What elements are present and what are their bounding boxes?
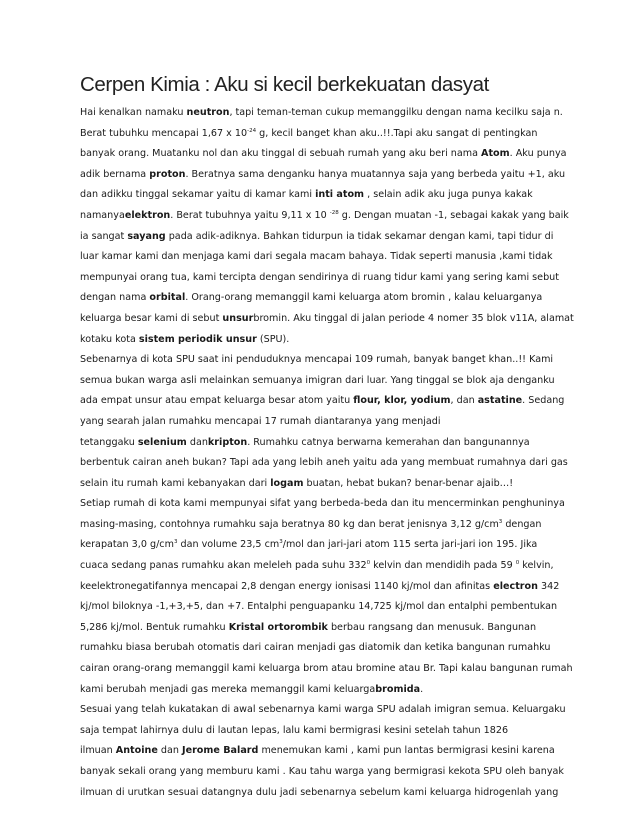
superscript: -28 [329, 209, 339, 216]
text-run: ilmuan [80, 745, 116, 757]
bold-term: electron [493, 580, 538, 592]
text-line [80, 762, 565, 783]
text-line [80, 227, 565, 248]
story-body [80, 103, 574, 803]
text-run: kelvin dan mendidih pada 59 [370, 560, 516, 572]
text-run: semua bukan warga asli melainkan semuanya imigran dari luar. Yang tinggal se blok aja denganku [80, 374, 555, 386]
text-run: Sebenarnya di kota SPU saat ini penduduknya mencapai 109 rumah, banyak banget khan..!! Kami [80, 354, 554, 366]
bold-term: orbital [149, 292, 186, 304]
bold-term: sayang [127, 230, 166, 242]
text-run: . Orang-orang memanggil kami keluarga atom bromin , kalau keluarganya [185, 292, 543, 304]
text-line [80, 185, 565, 206]
text-line [80, 535, 565, 556]
text-run: keelektronegatifannya mencapai 2,8 dengan energy ionisasi 1140 kj/mol dan afinitas [80, 580, 494, 592]
text-line [80, 288, 565, 309]
text-run: . Beratnya sama denganku hanya muatannya saja yang berbeda yaitu +1, aku [185, 168, 566, 180]
text-run: g. Dengan muatan -1, sebagai kakak yang baik [338, 209, 569, 221]
text-line [80, 391, 565, 412]
bold-term: bromida [375, 683, 421, 695]
text-run: cuaca sedang panas rumahku akan meleleh pada suhu 332 [80, 560, 367, 572]
text-run: namanya [80, 209, 125, 221]
text-run: dan [157, 745, 182, 757]
text-run: , tapi teman-teman cukup memanggilku dengan nama kecilku saja n. [229, 107, 563, 118]
text-run: dengan [502, 518, 542, 530]
text-run: ada empat unsur atau empat keluarga besar atom yaitu [80, 395, 354, 407]
text-line [80, 247, 565, 268]
text-line [80, 597, 565, 618]
text-run: , selain adik aku juga punya kakak [364, 189, 533, 201]
text-run: , dan [450, 395, 478, 407]
text-run: rumahku biasa berubah otomatis dari cairan menjadi gas diatomik dan ketika bangunan rumahku [80, 642, 551, 654]
text-run: berbau rangsang dan menusuk. Bangunan [327, 621, 537, 633]
text-run: kami berubah menjadi gas mereka memanggil kami keluarga [80, 683, 376, 695]
text-run: kerapatan 3,0 g/cm [80, 539, 174, 551]
bold-term: inti atom [315, 189, 365, 201]
text-run: dan volume 23,5 cm [177, 539, 280, 551]
bold-term: flour, klor, yodium [353, 395, 451, 407]
text-run: cairan orang-orang memanggil kami keluarga brom atau bromine atau Br. Tapi kalau bangunan rumah [80, 663, 573, 675]
text-run: keluarga besar kami di sebut [80, 312, 223, 324]
text-line [80, 741, 565, 762]
text-line [80, 577, 565, 598]
text-run: Setiap rumah di kota kami mempunyai sifat yang berbeda-beda dan itu mencerminkan penghuninya [80, 498, 565, 510]
text-line [80, 330, 565, 351]
text-line [80, 165, 565, 186]
bold-term: kripton [207, 436, 248, 448]
text-line [80, 350, 565, 371]
text-line [80, 700, 565, 721]
superscript: -24 [247, 127, 257, 134]
bold-term: astatine [477, 395, 523, 407]
text-run: . Berat tubuhnya yaitu 9,11 x 10 [170, 209, 330, 221]
text-run: . Rumahku catnya berwarna kemerahan dan bangunannya [247, 436, 530, 448]
text-line [80, 268, 565, 289]
text-line [80, 412, 565, 433]
text-line [80, 453, 568, 474]
bold-term: proton [149, 168, 186, 180]
text-run: ia sangat [80, 230, 128, 242]
text-run: /mol dan jari-jari atom 115 serta jari-jari ion 195. Jika [282, 539, 538, 551]
bold-term: Jerome Balard [182, 745, 259, 757]
text-run: mempunyai orang tua, kami tercipta dengan sendirinya di ruang tidur kami yang sering kami sebut [80, 271, 560, 283]
text-run: banyak orang. Muatanku nol dan aku tinggal di sebuah rumah yang aku beri nama [80, 148, 482, 160]
text-run: dengan nama [80, 292, 150, 304]
text-run: masing-masing, contohnya rumahku saja beratnya 80 kg dan berat jenisnya 3,12 g/cm [80, 518, 499, 530]
text-line [80, 721, 565, 742]
text-run: menemukan kami , kami pun lantas bermigrasi kesini karena [258, 745, 555, 757]
text-line [80, 659, 573, 680]
text-line [80, 144, 565, 165]
bold-term: elektron [124, 209, 171, 221]
text-run: . Sedang [522, 395, 565, 407]
text-run: luar kamar kami dan menjaga kami dari segala macam bahaya. Tidak seperti manusia ,kami tidak [80, 251, 553, 263]
superscript: 3 [173, 539, 178, 546]
text-line [80, 124, 565, 145]
text-line [80, 515, 565, 536]
text-run: buatan, hebat bukan? benar-benar ajaib…! [303, 477, 514, 489]
superscript: 3 [498, 518, 503, 525]
superscript: 0 [515, 560, 520, 567]
text-run: dan [186, 436, 208, 448]
text-line [80, 371, 565, 392]
text-run: kelvin, [519, 560, 554, 572]
text-line [80, 206, 569, 227]
text-line [80, 638, 565, 659]
bold-term: Kristal ortorombik [228, 621, 328, 633]
text-run: Berat tubuhku mencapai 1,67 x 10 [80, 127, 248, 139]
text-run: pada adik-adiknya. Bahkan tidurpun ia tidak sekamar dengan kami, tapi tidur di [165, 230, 554, 242]
text-run: (SPU). [256, 333, 290, 345]
text-run: berbentuk cairan aneh bukan? Tapi ada yang lebih aneh yaitu ada yang membuat rumahnya dari gas [80, 457, 568, 469]
text-line [80, 474, 565, 495]
bold-term: Antoine [115, 745, 158, 757]
text-run: adik bernama [80, 168, 150, 180]
text-run: ilmuan di urutkan sesuai datangnya dulu jadi sebenarnya sebelum kami keluarga hidrogenlah yang [80, 786, 559, 798]
text-line [80, 680, 565, 701]
text-run: 5,286 kj/mol. Bentuk rumahku [80, 621, 229, 633]
text-run: Sesuai yang telah kukatakan di awal sebenarnya kami warga SPU adalah imigran semua. Keluargaku [80, 704, 566, 716]
text-run: banyak sekali orang yang memburu kami . Kau tahu warga yang bermigrasi kekota SPU oleh banyak [80, 766, 564, 777]
text-line [80, 556, 565, 577]
text-run: yang searah jalan rumahku mencapai 17 rumah diantaranya yang menjadi [80, 415, 441, 427]
text-line [80, 783, 565, 804]
bold-term: selenium [137, 436, 187, 448]
text-run: 342 [537, 580, 560, 592]
text-line [80, 618, 565, 639]
text-line [80, 494, 565, 515]
text-run: g, kecil banget khan aku..!!.Tapi aku sangat di pentingkan [256, 127, 538, 139]
text-run: tetanggaku [80, 436, 138, 448]
text-run: . [420, 683, 424, 695]
text-run: bromin. Aku tinggal di jalan periode 4 nomer 35 blok v11A, alamat [253, 312, 574, 324]
text-run: dan adikku tinggal sekamar yaitu di kamar kami [80, 189, 316, 201]
bold-term: unsur [222, 312, 254, 324]
superscript: 3 [279, 539, 283, 546]
bold-term: sistem periodik unsur [138, 333, 257, 345]
bold-term: neutron [186, 107, 230, 118]
text-run: kj/mol biloknya -1,+3,+5, dan +7. Entalphi penguapanku 14,725 kj/mol dan entalphi pembentukan [80, 601, 558, 613]
text-run: selain itu rumah kami kebanyakan dari [80, 477, 271, 489]
text-run: saja tempat lahirnya dulu di lautan lepas, lalu kami bermigrasi kesini setelah tahun 1826 [80, 724, 509, 736]
text-line [80, 309, 574, 330]
text-run: kotaku kota [80, 333, 139, 345]
page-title: Cerpen Kimia : Aku si kecil berkekuatan dasyat [80, 73, 489, 96]
bold-term: Atom [481, 148, 510, 160]
text-line [80, 103, 565, 124]
text-run: . Aku punya [509, 148, 567, 160]
text-line [80, 433, 565, 454]
superscript: 0 [366, 560, 371, 567]
text-run: Hai kenalkan namaku [80, 107, 187, 118]
bold-term: logam [270, 477, 304, 489]
